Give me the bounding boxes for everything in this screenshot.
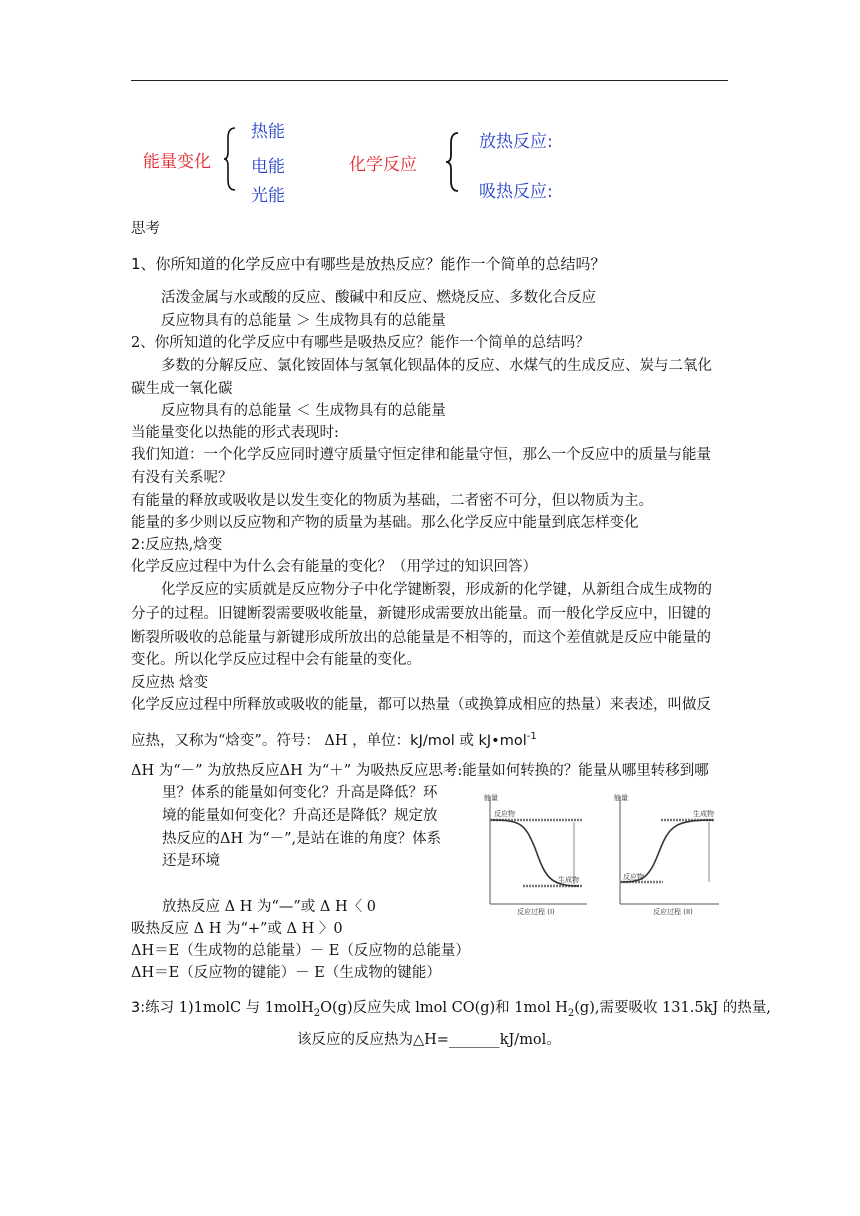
unit-or: 或	[454, 732, 479, 749]
exercise-text-b: O(g)反应失成 lmol CO(g)和 1mol H	[320, 1000, 568, 1016]
section-2-answer-4: 变化。所以化学反应过程中会有能量的变化。	[131, 652, 421, 668]
right-brace-icon	[444, 131, 460, 193]
sign-para-line-5: 还是环境	[162, 853, 220, 869]
enthalpy-label: 反应热 焓变	[131, 675, 209, 691]
form-electric: 电能	[251, 157, 285, 177]
chemical-reaction-label: 化学反应	[349, 155, 417, 175]
answer-2-line-3: 反应物具有的总能量 ＜ 生成物具有的总能量	[161, 403, 446, 419]
exercise-text-c: (g),需要吸收 131.5kJ 的热量,	[574, 1000, 771, 1016]
form-light: 光能	[251, 186, 285, 206]
sign-para-line-4: 热反应的ΔH 为“－”,是站在谁的角度？体系	[162, 831, 442, 847]
unit-kj-mol: kJ•mol	[478, 732, 527, 749]
mass-para-line-4: 能量的多少则以反应物和产物的质量为基础。那么化学反应中能量到底怎样变化	[131, 515, 639, 531]
chart-2-xlabel: 反应过程 (II)	[653, 908, 693, 916]
question-1-text: 你所知道的化学反应中有哪些是放热反应？能作一个简单的总结吗？	[155, 255, 606, 273]
exercise-number: 3:	[131, 1000, 146, 1016]
think-heading: 思考	[131, 221, 160, 237]
exercise-question: 该反应的反应热为△H=	[297, 1032, 449, 1048]
sign-para-line-2: 里？体系的能量如何变化？升高是降低？环	[162, 785, 438, 801]
energy-change-label: 能量变化	[143, 152, 211, 172]
chart-2-top-label: 生成物	[693, 810, 714, 818]
section-2-answer-1: 化学反应的实质就是反应物分子中化学键断裂，形成新的化学键，从新组合成生成物的	[161, 582, 712, 598]
type-endothermic: 吸热反应:	[479, 182, 553, 202]
type-exothermic: 放热反应:	[479, 132, 553, 152]
chart-2-bottom-label: 反应物	[623, 873, 644, 881]
endothermic-rule: 吸热反应 Δ H 为“+”或 Δ H 〉0	[131, 921, 343, 937]
exercise-text-a: 练习 1)1molC 与 1molH	[145, 1000, 314, 1016]
answer-1-line-1: 活泼金属与水或酸的反应、酸碱中和反应、燃烧反应、多数化合反应	[161, 290, 596, 306]
unit-exponent: -1	[526, 731, 537, 742]
section-2-answer-2: 分子的过程。旧键断裂需要吸收能量，新键形成需要放出能量。而一般化学反应中，旧键的	[131, 606, 711, 622]
answer-1-line-2: 反应物具有的总能量 ＞ 生成物具有的总能量	[161, 313, 446, 329]
mass-para-line-2: 有没有关系呢？	[131, 470, 233, 486]
answer-2-line-2: 碳生成一氧化碳	[131, 381, 233, 397]
sign-para-line-1: ΔH 为“－” 为放热反应ΔH 为“＋” 为吸热反应思考:能量如何转换的？能量从哪里转移到哪	[131, 763, 709, 779]
exercise-line-1	[131, 998, 771, 1024]
mass-para-line-1: 我们知道：一个化学反应同时遵守质量守恒定律和能量守恒，那么一个反应中的质量与能量	[131, 447, 711, 463]
exothermic-energy-diagram	[483, 790, 591, 916]
endothermic-energy-diagram	[613, 790, 723, 916]
chart-1-xlabel: 反应过程 (I)	[517, 908, 555, 916]
sign-para-line-3: 境的能量如何变化？升高还是降低？规定放	[162, 808, 438, 824]
enthalpy-symbol-text: 应热，又称为“焓变”。符号： ΔH ，单位：	[131, 732, 411, 749]
exercise-sub-1: 2	[313, 1007, 321, 1019]
exercise-line-2	[297, 1030, 561, 1050]
question-1-number: 1、	[131, 255, 156, 273]
enthalpy-definition-1: 化学反应过程中所释放或吸收的能量，都可以热量（或换算成相应的热量）来表述，叫做反	[131, 697, 711, 713]
answer-2-line-1: 多数的分解反应、氯化铵固体与氢氧化钡晶体的反应、水煤气的生成反应、炭与二氧化	[161, 358, 712, 374]
answer-blank[interactable]: _______	[448, 1032, 500, 1048]
exothermic-rule: 放热反应 Δ H 为“—”或 Δ H〈 0	[162, 899, 376, 915]
section-2-heading	[131, 535, 222, 555]
exercise-sub-2: 2	[567, 1007, 575, 1019]
question-2: 2、你所知道的化学反应中有哪些是吸热反应？能作一个简单的总结吗？	[131, 335, 590, 351]
unit-kj-per-mol: kJ/mol	[410, 732, 455, 749]
section-2-title: 反应热,焓变	[145, 537, 223, 553]
header-rule	[131, 80, 728, 81]
left-brace-icon	[223, 126, 237, 192]
question-1	[131, 254, 606, 274]
section-2-question: 化学反应过程中为什么会有能量的变化？（用学过的知识回答）	[131, 559, 537, 575]
heat-form-line: 当能量变化以热能的形式表现时:	[131, 425, 339, 441]
chart-1-top-label: 反应物	[494, 810, 515, 818]
section-2-number: 2:	[131, 537, 146, 553]
formula-total-energy: ΔH＝E（生成物的总能量）－ E（反应物的总能量）	[131, 943, 470, 959]
mass-para-line-3: 有能量的释放或吸收是以发生变化的物质为基础，二者密不可分，但以物质为主。	[131, 493, 653, 509]
form-heat: 热能	[251, 122, 285, 142]
chart-1-bottom-label: 生成物	[558, 876, 579, 884]
enthalpy-definition-2	[131, 727, 537, 751]
chart-2-ylabel: 能量	[614, 794, 628, 802]
chart-1-ylabel: 能量	[484, 794, 498, 802]
section-2-answer-3: 断裂所吸收的总能量与新键形成所放出的总能量是不相等的，而这个差值就是反应中能量的	[131, 630, 711, 646]
exercise-unit: kJ/mol。	[499, 1032, 561, 1048]
formula-bond-energy: ΔH＝E（反应物的键能）－ E（生成物的键能）	[131, 965, 441, 981]
